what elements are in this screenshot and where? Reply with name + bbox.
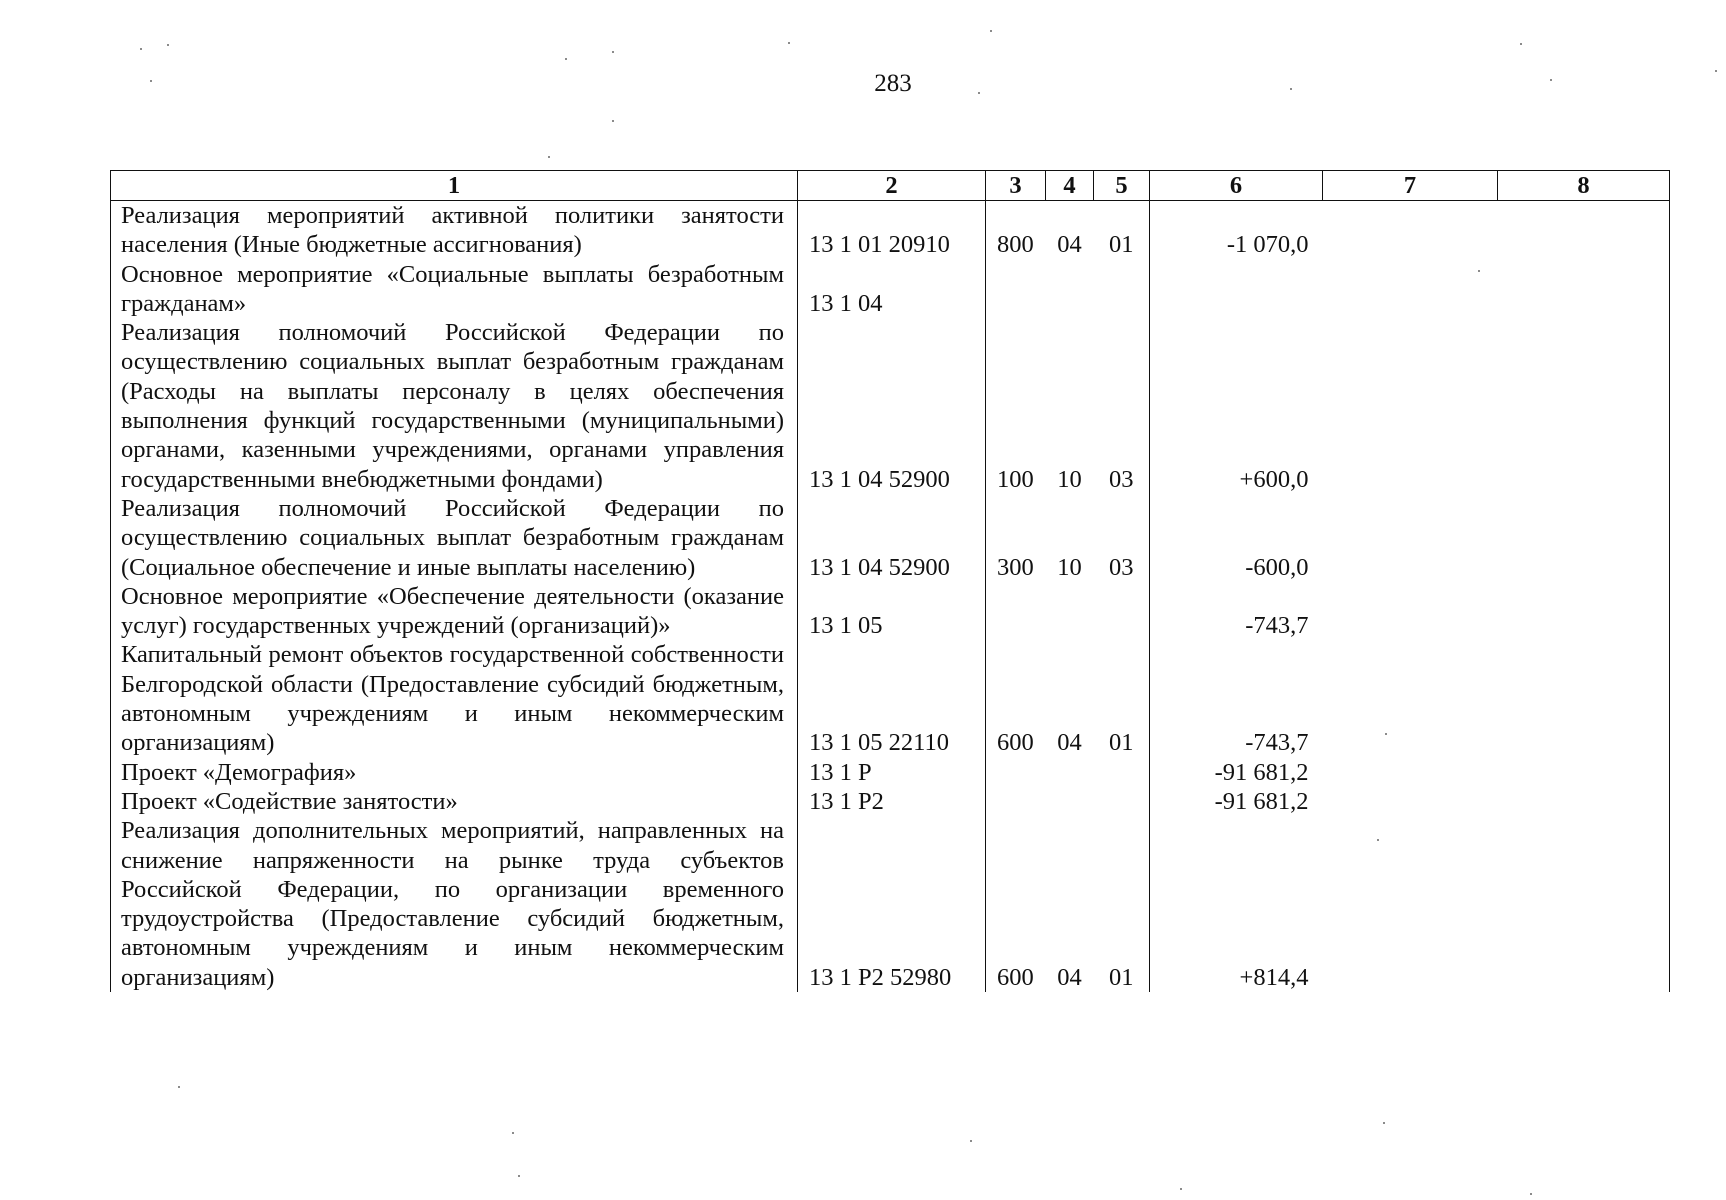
row-amount: -600,0 — [1150, 494, 1323, 582]
scan-speck — [1520, 43, 1522, 45]
row-name: Основное мероприятие «Обеспечение деятельности (оказание услуг) государственных учреждений (организаций)» — [111, 582, 798, 641]
row-rz: 04 — [1057, 963, 1082, 991]
row-code: 13 1 P — [798, 758, 986, 787]
scan-speck — [178, 1086, 180, 1088]
row-amount: -1 070,0 — [1150, 201, 1323, 260]
row-amount — [1150, 260, 1323, 319]
table-body — [111, 201, 1670, 993]
row-code: 13 1 05 — [798, 582, 986, 641]
row-vr: 600 — [986, 816, 1046, 992]
row-pr — [1094, 758, 1150, 787]
table-header — [111, 171, 1670, 201]
row-pr — [1094, 787, 1150, 816]
scan-speck — [1550, 79, 1552, 81]
row-col7 — [1323, 758, 1498, 787]
scan-speck — [548, 156, 550, 158]
scan-speck — [1180, 1188, 1182, 1190]
header-col-2: 2 — [798, 171, 986, 201]
table-row — [111, 758, 1670, 787]
header-col-8: 8 — [1498, 171, 1670, 201]
row-rz: 04 — [1057, 231, 1082, 259]
scan-speck — [788, 42, 790, 44]
row-amount: +600,0 — [1150, 318, 1323, 494]
scan-speck — [978, 92, 980, 94]
row-vr — [986, 787, 1046, 816]
table-row — [111, 640, 1670, 757]
scan-speck — [1385, 733, 1387, 735]
row-col7 — [1323, 582, 1498, 641]
page-number: 283 — [874, 70, 912, 97]
row-rz: 04 — [1057, 729, 1082, 757]
row-col8 — [1498, 787, 1670, 816]
row-rz — [1046, 758, 1094, 787]
row-code: 13 1 04 52900 — [798, 318, 986, 494]
scan-speck — [970, 1140, 972, 1142]
scan-speck — [140, 48, 142, 50]
budget-table — [110, 170, 1670, 992]
row-col7 — [1323, 201, 1498, 260]
row-col8 — [1498, 582, 1670, 641]
row-col8 — [1498, 260, 1670, 319]
row-name: Проект «Содействие занятости» — [111, 787, 798, 816]
scan-speck — [1290, 88, 1292, 90]
row-col7 — [1323, 640, 1498, 757]
scan-speck — [1478, 270, 1480, 272]
header-col-4: 4 — [1046, 171, 1094, 201]
row-col8 — [1498, 640, 1670, 757]
row-vr: 600 — [986, 640, 1046, 757]
row-rz — [1046, 260, 1094, 319]
table-row — [111, 494, 1670, 582]
row-amount: +814,4 — [1150, 816, 1323, 992]
row-code: 13 1 04 52900 — [798, 494, 986, 582]
scan-speck — [1383, 1122, 1385, 1124]
row-name: Реализация полномочий Российской Федерации по осуществлению социальных выплат безработным гражданам (Социальное обеспечение и иные выплаты населению) — [111, 494, 798, 582]
row-name: Реализация мероприятий активной политики занятости населения (Иные бюджетные ассигнования) — [111, 201, 798, 260]
row-pr: 01 — [1109, 729, 1134, 757]
table-row — [111, 318, 1670, 494]
scan-speck — [612, 120, 614, 122]
table-row — [111, 260, 1670, 319]
scan-speck — [518, 1175, 520, 1177]
row-col8 — [1498, 816, 1670, 992]
scan-speck — [1530, 1193, 1532, 1195]
table-row — [111, 582, 1670, 641]
row-col7 — [1323, 494, 1498, 582]
row-code: 13 1 P2 — [798, 787, 986, 816]
row-code: 13 1 05 22110 — [798, 640, 986, 757]
scan-speck — [1377, 839, 1379, 841]
row-amount: -91 681,2 — [1150, 758, 1323, 787]
row-name: Основное мероприятие «Социальные выплаты безработным гражданам» — [111, 260, 798, 319]
row-col8 — [1498, 201, 1670, 260]
scan-speck — [150, 80, 152, 82]
row-amount: -91 681,2 — [1150, 787, 1323, 816]
row-col8 — [1498, 758, 1670, 787]
row-col7 — [1323, 260, 1498, 319]
row-code: 13 1 P2 52980 — [798, 816, 986, 992]
header-col-1: 1 — [111, 171, 798, 201]
header-col-7: 7 — [1323, 171, 1498, 201]
scan-speck — [512, 1132, 514, 1134]
row-name: Капитальный ремонт объектов государственной собственности Белгородской области (Предоставление субсидий бюджетным, автономным учреждениям и иным некоммерческим организациям) — [111, 640, 798, 757]
scan-speck — [1715, 70, 1717, 72]
row-vr: 800 — [986, 201, 1046, 260]
row-code: 13 1 04 — [798, 260, 986, 319]
row-pr — [1094, 260, 1150, 319]
header-row — [111, 171, 1670, 201]
row-col7 — [1323, 816, 1498, 992]
table-row — [111, 201, 1670, 260]
scan-speck — [990, 30, 992, 32]
row-pr: 01 — [1109, 963, 1134, 991]
scan-speck — [167, 44, 169, 46]
table-row — [111, 816, 1670, 992]
row-pr: 01 — [1109, 231, 1134, 259]
row-col7 — [1323, 787, 1498, 816]
row-vr — [986, 582, 1046, 641]
row-col8 — [1498, 494, 1670, 582]
row-pr: 03 — [1109, 553, 1134, 581]
row-vr — [986, 260, 1046, 319]
scan-speck — [565, 58, 567, 60]
row-rz: 10 — [1057, 465, 1082, 493]
row-name: Реализация дополнительных мероприятий, направленных на снижение напряженности на рынке труда субъектов Российской Федерации, по организации временного трудоустройства (Предоставление субсидий бюджетным, автономным учреждениям и иным некоммерческим организациям) — [111, 816, 798, 992]
row-amount: -743,7 — [1150, 640, 1323, 757]
row-vr — [986, 758, 1046, 787]
row-pr — [1094, 582, 1150, 641]
header-col-3: 3 — [986, 171, 1046, 201]
row-vr: 100 — [986, 318, 1046, 494]
row-col7 — [1323, 318, 1498, 494]
row-rz — [1046, 582, 1094, 641]
row-name: Реализация полномочий Российской Федерации по осуществлению социальных выплат безработным гражданам (Расходы на выплаты персоналу в целях обеспечения выполнения функций государственными (муниципальными) органами, казенными учреждениями, органами управления государственными внебюджетными фондами) — [111, 318, 798, 494]
row-rz: 10 — [1057, 553, 1082, 581]
row-name: Проект «Демография» — [111, 758, 798, 787]
row-code: 13 1 01 20910 — [798, 201, 986, 260]
row-col8 — [1498, 318, 1670, 494]
row-rz — [1046, 787, 1094, 816]
row-amount: -743,7 — [1150, 582, 1323, 641]
row-pr: 03 — [1109, 465, 1134, 493]
scan-speck — [612, 51, 614, 53]
header-col-5: 5 — [1094, 171, 1150, 201]
table-row — [111, 787, 1670, 816]
row-vr: 300 — [986, 494, 1046, 582]
header-col-6: 6 — [1150, 171, 1323, 201]
budget-table-container — [110, 170, 1669, 1083]
